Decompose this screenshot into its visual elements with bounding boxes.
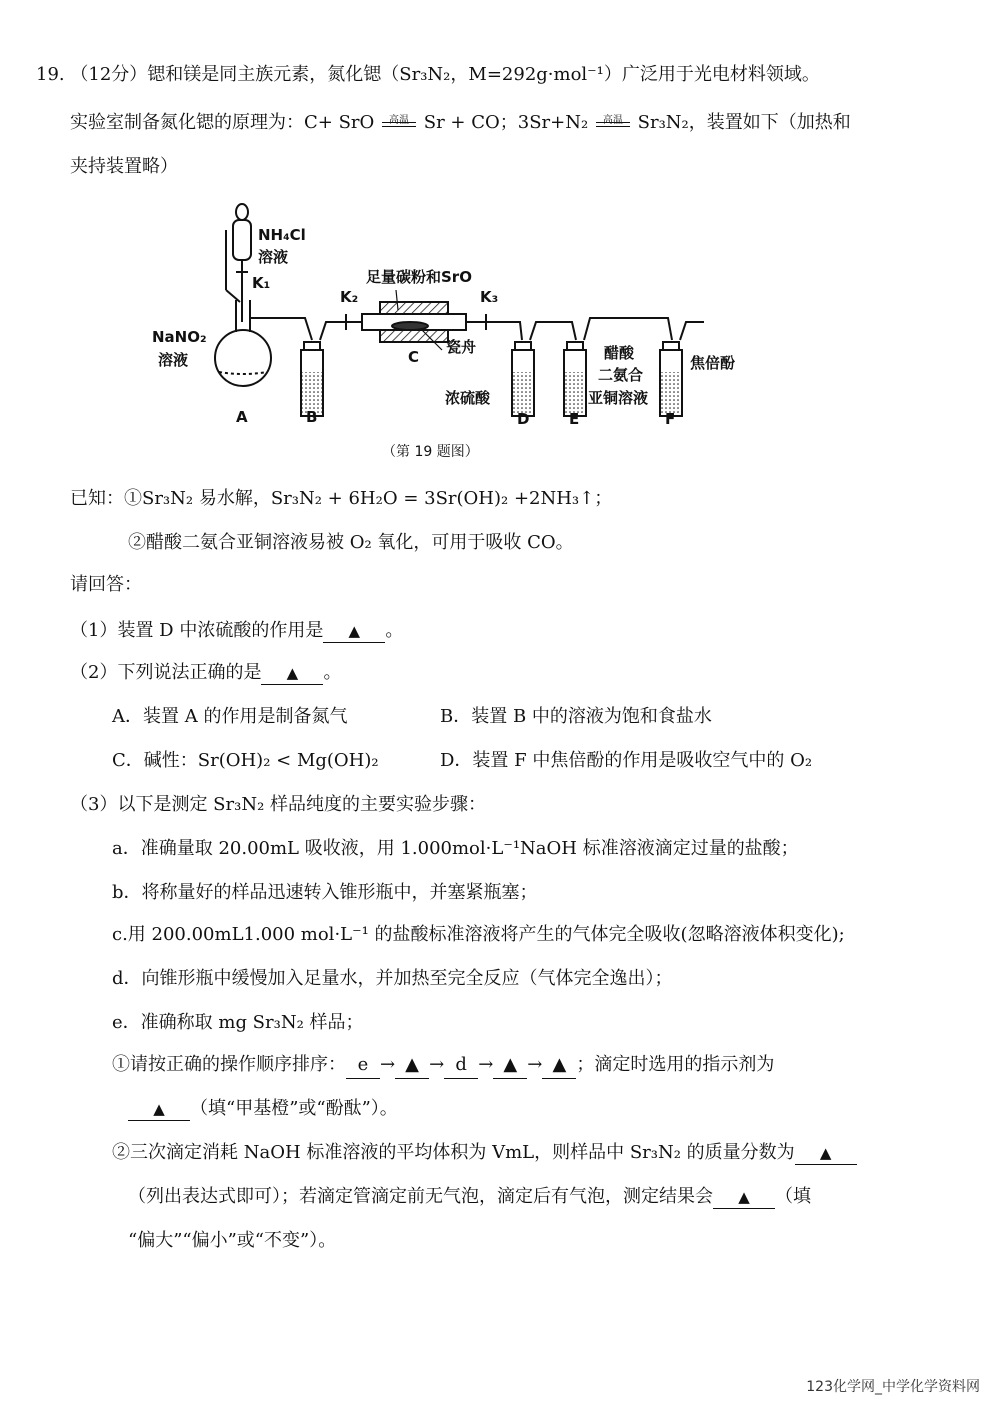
- arrow-icon: →: [527, 1054, 543, 1075]
- label-conc-h2so4: 浓硫酸: [445, 389, 491, 407]
- q2-end: 。: [323, 662, 342, 683]
- order-line: [112, 1052, 774, 1079]
- reaction-1-left: 实验室制备氮化锶的原理为：C+ SrO: [70, 112, 375, 133]
- label-nano2: NaNO₂: [152, 328, 207, 346]
- order-slot-1: e: [346, 1052, 380, 1079]
- bubble-blank[interactable]: [713, 1186, 775, 1209]
- label-B: B: [306, 408, 318, 426]
- order-slot-3: d: [444, 1052, 478, 1079]
- step-d: d．向锥形瓶中缓慢加入足量水，并加热至完全反应（气体完全逸出）；: [112, 968, 673, 989]
- arrow-icon: →: [478, 1054, 494, 1075]
- question-number: 19.: [36, 64, 65, 85]
- purity-blank[interactable]: [795, 1142, 857, 1165]
- q1-text: （1）装置 D 中浓硫酸的作用是: [70, 620, 324, 641]
- label-nano2-solution: 溶液: [158, 351, 189, 369]
- step-a: a．准确量取 20.00mL 吸收液，用 1.000mol·L⁻¹NaOH 标准溶液滴定过量的盐酸；: [112, 838, 799, 859]
- arrow-icon: →: [429, 1054, 445, 1075]
- order-slot-5[interactable]: [542, 1052, 576, 1079]
- known-1: 已知：①Sr₃N₂ 易水解，Sr₃N₂ + 6H₂O = 3Sr(OH)₂ +2NH₃↑；: [70, 488, 613, 509]
- label-nh4cl: NH₄Cl: [258, 226, 306, 244]
- label-cu-solution-1: 醋酸: [604, 344, 635, 362]
- step-c: c.用 200.00mL1.000 mol·L⁻¹ 的盐酸标准溶液将产生的气体完全吸收(忽略溶液体积变化);: [112, 924, 845, 945]
- option-c: C．碱性：Sr(OH)₂ < Mg(OH)₂: [112, 750, 379, 771]
- order-slot-2[interactable]: [395, 1052, 429, 1079]
- intro-line-3: 夹持装置略）: [70, 156, 178, 177]
- q2-text: （2）下列说法正确的是: [70, 662, 262, 683]
- step-e: e．准确称取 mg Sr₃N₂ 样品；: [112, 1012, 364, 1033]
- label-porcelain-boat: 瓷舟: [446, 338, 477, 356]
- bubble-hint-start: （填: [775, 1186, 811, 1207]
- option-b: B．装置 B 中的溶液为饱和食盐水: [440, 706, 712, 727]
- label-A: A: [236, 408, 248, 426]
- label-k1: K₁: [252, 274, 271, 292]
- label-carbon-sro: 足量碳粉和SrO: [366, 268, 472, 286]
- label-nh4cl-solution: 溶液: [258, 248, 289, 266]
- purity-line: [112, 1140, 857, 1166]
- intro-line-1: 锶和镁是同主族元素，氮化锶（Sr₃N₂，M=292g·mol⁻¹）广泛用于光电材料领域。: [147, 64, 820, 85]
- apparatus-diagram: [0, 190, 992, 470]
- bubble-prompt: （列出表达式即可）；若滴定管滴定前无气泡，滴定后有气泡，测定结果会: [128, 1186, 713, 1207]
- high-temp-condition-2: [594, 114, 632, 132]
- high-temp-label: 高温: [602, 115, 623, 126]
- intro-line-2: [70, 110, 851, 136]
- order-prompt: ①请按正确的操作顺序排序：: [112, 1054, 346, 1075]
- q1-answer-blank[interactable]: [323, 620, 385, 643]
- label-F: F: [665, 410, 676, 428]
- high-temp-condition-1: [380, 114, 418, 132]
- q1: [70, 618, 403, 644]
- label-cu-solution-3: 亚铜溶液: [588, 389, 649, 407]
- question-header: [36, 62, 820, 88]
- step-b: b．将称量好的样品迅速转入锥形瓶中，并塞紧瓶塞；: [112, 882, 538, 903]
- q2-answer-blank[interactable]: [261, 662, 323, 685]
- label-C: C: [408, 348, 420, 366]
- purity-prompt: ②三次滴定消耗 NaOH 标准溶液的平均体积为 VmL，则样品中 Sr₃N₂ 的质量分数为: [112, 1142, 795, 1163]
- label-k3: K₃: [480, 288, 499, 306]
- high-temp-label: 高温: [389, 115, 410, 126]
- label-pyrogallol: 焦倍酚: [690, 354, 736, 372]
- option-d: D．装置 F 中焦倍酚的作用是吸收空气中的 O₂: [440, 750, 813, 771]
- indicator-blank[interactable]: [128, 1098, 190, 1121]
- footer-watermark: 123化学网_中学化学资料网: [806, 1379, 980, 1395]
- triangle-icon: ▲: [738, 1188, 750, 1206]
- reaction-2-right: Sr₃N₂，装置如下（加热和: [637, 112, 851, 133]
- label-D: D: [517, 410, 530, 428]
- triangle-icon: ▲: [503, 1054, 518, 1075]
- option-a: A．装置 A 的作用是制备氮气: [112, 706, 348, 727]
- indicator-line: [128, 1096, 398, 1122]
- q1-end: 。: [385, 620, 404, 641]
- label-E: E: [569, 410, 580, 428]
- order-slot-4[interactable]: [493, 1052, 527, 1079]
- q2: [70, 660, 341, 686]
- label-k2: K₂: [340, 288, 359, 306]
- known-2: ②醋酸二氨合亚铜溶液易被 O₂ 氧化，可用于吸收 CO。: [128, 532, 574, 553]
- triangle-icon: ▲: [153, 1100, 165, 1118]
- label-cu-solution-2: 二氨合: [598, 366, 644, 384]
- arrow-icon: →: [380, 1054, 396, 1075]
- q3-text: （3）以下是测定 Sr₃N₂ 样品纯度的主要实验步骤：: [70, 794, 487, 815]
- ask-label: 请回答：: [70, 574, 142, 595]
- triangle-icon: ▲: [819, 1144, 832, 1162]
- figure-caption: （第 19 题图）: [382, 444, 479, 460]
- triangle-icon: ▲: [405, 1054, 420, 1075]
- bubble-hint-end: “偏大”“偏小”或“不变”）。: [128, 1230, 337, 1251]
- indicator-hint: （填“甲基橙”或“酚酞”）。: [190, 1098, 398, 1119]
- reaction-1-right: Sr + CO；3Sr+N₂: [423, 112, 589, 133]
- bubble-line: [128, 1184, 811, 1210]
- triangle-icon: ▲: [286, 664, 299, 682]
- question-score: （12分）: [70, 64, 148, 85]
- triangle-icon: ▲: [348, 622, 361, 640]
- indicator-prompt: ；滴定时选用的指示剂为: [576, 1054, 775, 1075]
- triangle-icon: ▲: [552, 1054, 567, 1075]
